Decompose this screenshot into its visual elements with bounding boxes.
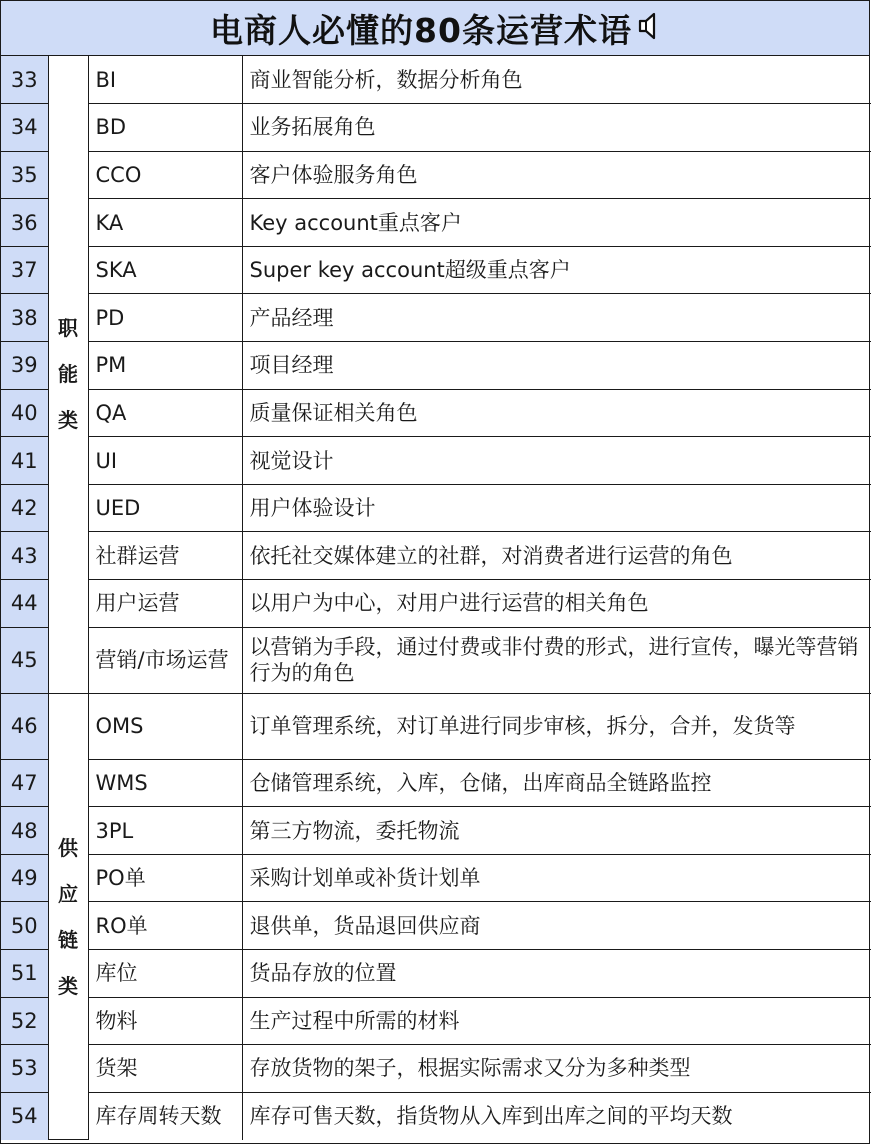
terms-table [1, 56, 871, 1140]
description-cell: 视觉设计 [242, 437, 871, 485]
table-row [1, 437, 871, 485]
description-cell: 质量保证相关角色 [242, 389, 871, 437]
table-row [1, 104, 871, 152]
term-cell: 营销/市场运营 [88, 627, 242, 693]
row-number: 42 [1, 484, 48, 532]
description-cell: 以营销为手段，通过付费或非付费的形式，进行宣传，曝光等营销行为的角色 [242, 627, 871, 693]
page-title: 电商人必懂的80条运营术语 [210, 10, 632, 50]
term-cell: 库存周转天数 [88, 1092, 242, 1140]
term-cell: 物料 [88, 997, 242, 1045]
row-number: 47 [1, 759, 48, 807]
title-bar [1, 1, 869, 56]
table-row [1, 246, 871, 294]
term-cell: CCO [88, 151, 242, 199]
term-cell: 货架 [88, 1045, 242, 1093]
row-number: 38 [1, 294, 48, 342]
description-cell: 退供单，货品退回供应商 [242, 902, 871, 950]
row-number: 46 [1, 693, 48, 759]
category-supply-chain [48, 693, 88, 1140]
description-cell: 订单管理系统，对订单进行同步审核，拆分，合并，发货等 [242, 693, 871, 759]
category-char: 链 [58, 927, 78, 952]
row-number: 41 [1, 437, 48, 485]
row-number: 43 [1, 532, 48, 580]
table-row [1, 151, 871, 199]
term-cell: PD [88, 294, 242, 342]
term-cell: OMS [88, 693, 242, 759]
row-number: 48 [1, 807, 48, 855]
row-number: 44 [1, 580, 48, 628]
description-cell: 用户体验设计 [242, 484, 871, 532]
row-number: 45 [1, 627, 48, 693]
row-number: 33 [1, 56, 48, 104]
category-role [48, 56, 88, 693]
table-row [1, 807, 871, 855]
term-cell: RO单 [88, 902, 242, 950]
category-char: 应 [58, 881, 78, 906]
term-cell: 库位 [88, 950, 242, 998]
table-row [1, 1045, 871, 1093]
table-row [1, 484, 871, 532]
description-cell: 存放货物的架子，根据实际需求又分为多种类型 [242, 1045, 871, 1093]
row-number: 39 [1, 342, 48, 390]
description-cell: 库存可售天数，指货物从入库到出库之间的平均天数 [242, 1092, 871, 1140]
description-cell: 货品存放的位置 [242, 950, 871, 998]
term-cell: QA [88, 389, 242, 437]
row-number: 49 [1, 854, 48, 902]
row-number: 40 [1, 389, 48, 437]
table-row [1, 854, 871, 902]
table-row [1, 389, 871, 437]
description-cell: 生产过程中所需的材料 [242, 997, 871, 1045]
table-row [1, 199, 871, 247]
description-cell: Super key account超级重点客户 [242, 246, 871, 294]
term-cell: BI [88, 56, 242, 104]
description-cell: 仓储管理系统，入库，仓储，出库商品全链路监控 [242, 759, 871, 807]
term-cell: WMS [88, 759, 242, 807]
row-number: 37 [1, 246, 48, 294]
row-number: 52 [1, 997, 48, 1045]
table-row [1, 1092, 871, 1140]
row-number: 53 [1, 1045, 48, 1093]
description-cell: 以用户为中心，对用户进行运营的相关角色 [242, 580, 871, 628]
term-cell: PO单 [88, 854, 242, 902]
speaker-icon[interactable] [638, 11, 660, 46]
row-number: 34 [1, 104, 48, 152]
term-cell: UI [88, 437, 242, 485]
category-char: 供 [58, 835, 78, 860]
description-cell: 客户体验服务角色 [242, 151, 871, 199]
description-cell: 第三方物流，委托物流 [242, 807, 871, 855]
term-cell: 3PL [88, 807, 242, 855]
description-cell: 业务拓展角色 [242, 104, 871, 152]
description-cell: 项目经理 [242, 342, 871, 390]
table-row [1, 693, 871, 759]
description-cell: 依托社交媒体建立的社群，对消费者进行运营的角色 [242, 532, 871, 580]
table-row [1, 950, 871, 998]
term-cell: PM [88, 342, 242, 390]
category-char: 职 [58, 316, 78, 341]
table-row [1, 580, 871, 628]
term-cell: KA [88, 199, 242, 247]
category-char: 能 [58, 362, 78, 387]
description-cell: 采购计划单或补货计划单 [242, 854, 871, 902]
table-row [1, 997, 871, 1045]
table-row [1, 759, 871, 807]
row-number: 51 [1, 950, 48, 998]
row-number: 50 [1, 902, 48, 950]
category-char: 类 [58, 973, 78, 998]
row-number: 35 [1, 151, 48, 199]
description-cell: Key account重点客户 [242, 199, 871, 247]
description-cell: 产品经理 [242, 294, 871, 342]
row-number: 54 [1, 1092, 48, 1140]
term-cell: SKA [88, 246, 242, 294]
term-cell: UED [88, 484, 242, 532]
table-row [1, 902, 871, 950]
term-cell: 社群运营 [88, 532, 242, 580]
table-row [1, 342, 871, 390]
category-char: 类 [58, 408, 78, 433]
table-row [1, 532, 871, 580]
table-row [1, 294, 871, 342]
row-number: 36 [1, 199, 48, 247]
table-row [1, 627, 871, 693]
table-row [1, 56, 871, 104]
term-cell: BD [88, 104, 242, 152]
description-cell: 商业智能分析，数据分析角色 [242, 56, 871, 104]
term-cell: 用户运营 [88, 580, 242, 628]
